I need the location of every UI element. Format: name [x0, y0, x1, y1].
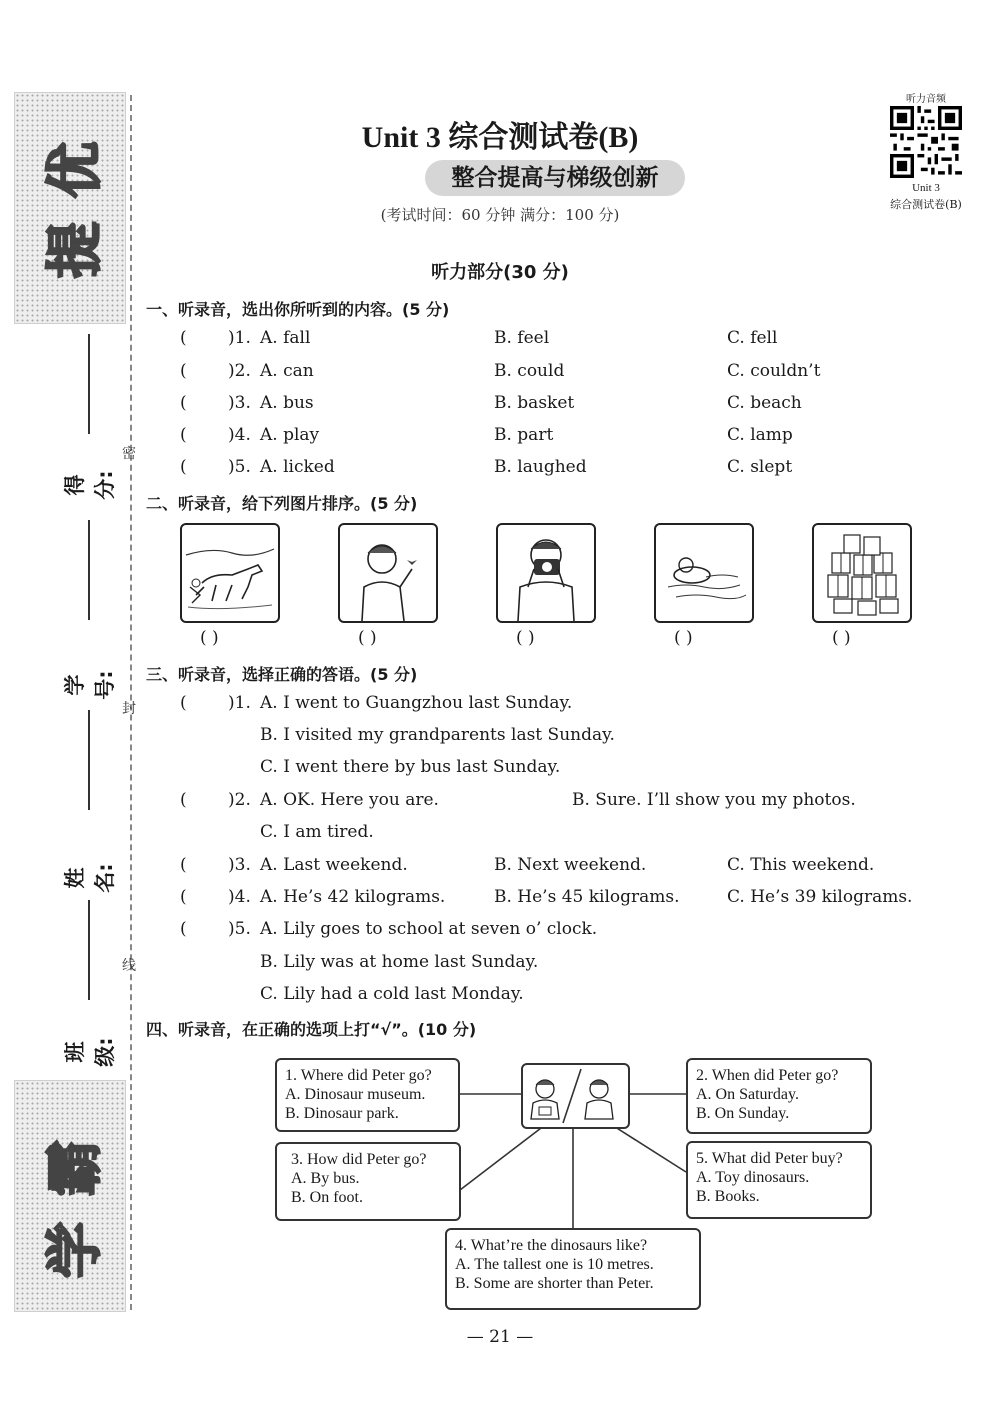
question-box-4 [445, 1228, 701, 1310]
picture-answer-paren[interactable]: ( ) [832, 628, 851, 648]
seal-char-mi: 密 [122, 446, 136, 462]
sidebar-char-ba: 霸 [43, 1140, 108, 1196]
answer-paren[interactable]: ( [180, 855, 187, 875]
box-option-a[interactable]: A. Toy dinosaurs. [696, 1169, 810, 1186]
option-b: B. part [494, 425, 554, 445]
option-c: C. fell [727, 328, 778, 348]
box-question: 4. What’re the dinosaurs like? [455, 1237, 648, 1254]
answer-paren[interactable]: ( [180, 425, 187, 445]
exam-info: (考试时间：60 分钟 满分：100 分) [380, 206, 620, 224]
question-box-3 [275, 1142, 461, 1221]
item-number: )3. [228, 855, 251, 875]
option-b: B. Sure. I’ll show you my photos. [572, 790, 856, 810]
answer-paren[interactable]: ( [180, 790, 187, 810]
option-c: C. beach [727, 393, 802, 413]
sidebar-char-ti: 提 [43, 222, 108, 278]
score-label: 得分: [63, 470, 117, 500]
item-number: )1. [228, 693, 251, 713]
picture-answer-paren[interactable]: ( ) [200, 628, 219, 648]
seal-char-xian: 线 [122, 958, 136, 974]
picture-answer-paren[interactable]: ( ) [358, 628, 377, 648]
option-b: B. Lily was at home last Sunday. [260, 952, 539, 972]
answer-paren[interactable]: ( [180, 693, 187, 713]
box-option-b[interactable]: B. On foot. [291, 1189, 363, 1206]
part1-title: 一、听录音，选出你所听到的内容。(5 分) [146, 300, 450, 319]
qr-caption-title: 综合测试卷(B) [890, 198, 962, 211]
option-a: A. licked [260, 457, 335, 477]
answer-paren[interactable]: ( [180, 887, 187, 907]
option-a: A. can [260, 361, 314, 381]
option-c: C. slept [727, 457, 793, 477]
picture-answer-paren[interactable]: ( ) [674, 628, 693, 648]
option-c: C. This weekend. [727, 855, 875, 875]
option-a: A. I went to Guangzhou last Sunday. [260, 693, 573, 713]
answer-paren[interactable]: ( [180, 393, 187, 413]
option-a: A. OK. Here you are. [260, 790, 439, 810]
part4-title: 四、听录音，在正确的选项上打“√”。(10 分) [146, 1020, 477, 1039]
box-question: 5. What did Peter buy? [696, 1150, 843, 1167]
option-c: C. He’s 39 kilograms. [727, 887, 913, 907]
option-b: B. Next weekend. [494, 855, 647, 875]
item-number: )4. [228, 425, 251, 445]
answer-paren[interactable]: ( [180, 328, 187, 348]
item-number: )2. [228, 790, 251, 810]
option-b: B. He’s 45 kilograms. [494, 887, 680, 907]
answer-paren[interactable]: ( [180, 457, 187, 477]
option-b: B. laughed [494, 457, 587, 477]
sidebar-char-you: 优 [43, 142, 108, 198]
box-question: 2. When did Peter go? [696, 1067, 839, 1084]
option-a: A. He’s 42 kilograms. [260, 887, 446, 907]
option-b: B. I visited my grandparents last Sunday. [260, 725, 615, 745]
option-a: A. Lily goes to school at seven o’ clock. [260, 919, 598, 939]
box-option-a[interactable]: A. The tallest one is 10 metres. [455, 1256, 654, 1273]
class-label: 班级: [63, 1037, 117, 1067]
sidebar-char-xue: 学 [43, 1222, 108, 1278]
item-number: )4. [228, 887, 251, 907]
item-number: )3. [228, 393, 251, 413]
item-number: )5. [228, 457, 251, 477]
question-box-2 [686, 1058, 872, 1134]
seal-char-feng: 封 [122, 701, 136, 717]
box-option-a[interactable]: A. Dinosaur museum. [285, 1086, 426, 1103]
option-b: B. could [494, 361, 565, 381]
box-question: 1. Where did Peter go? [285, 1067, 432, 1084]
option-c: C. lamp [727, 425, 793, 445]
box-option-b[interactable]: B. Books. [696, 1188, 760, 1205]
qr-caption-unit: Unit 3 [912, 182, 940, 194]
item-number: )5. [228, 919, 251, 939]
page-number: — 21 — [466, 1327, 534, 1347]
box-option-b[interactable]: B. Dinosaur park. [285, 1105, 399, 1122]
option-a: A. Last weekend. [260, 855, 408, 875]
part2-title: 二、听录音，给下列图片排序。(5 分) [146, 494, 418, 513]
option-b: B. feel [494, 328, 550, 348]
option-b: B. basket [494, 393, 575, 413]
option-a: A. play [260, 425, 320, 445]
option-a: A. bus [260, 393, 314, 413]
picture-answer-paren[interactable]: ( ) [516, 628, 535, 648]
box-option-b[interactable]: B. Some are shorter than Peter. [455, 1275, 654, 1292]
qr-label-top: 听力音频 [906, 94, 946, 105]
name-label: 姓名: [63, 863, 117, 893]
page-title: Unit 3 综合测试卷(B) [361, 121, 639, 154]
option-c: C. I went there by bus last Sunday. [260, 757, 561, 777]
student-id-label: 学号: [63, 670, 117, 700]
option-c: C. couldn’t [727, 361, 821, 381]
question-box-5 [686, 1141, 872, 1219]
question-box-1 [275, 1058, 460, 1132]
subtitle-badge: 整合提高与梯级创新 [425, 160, 685, 196]
peter-avatar-box [521, 1063, 630, 1129]
item-number: )2. [228, 361, 251, 381]
box-question: 3. How did Peter go? [291, 1151, 427, 1168]
option-c: C. Lily had a cold last Monday. [260, 984, 524, 1004]
listening-heading: 听力部分(30 分) [431, 262, 569, 283]
option-c: C. I am tired. [260, 822, 374, 842]
option-a: A. fall [260, 328, 311, 348]
answer-paren[interactable]: ( [180, 919, 187, 939]
item-number: )1. [228, 328, 251, 348]
part3-title: 三、听录音，选择正确的答语。(5 分) [146, 665, 418, 684]
box-option-a[interactable]: A. By bus. [291, 1170, 360, 1187]
answer-paren[interactable]: ( [180, 361, 187, 381]
box-option-a[interactable]: A. On Saturday. [696, 1086, 799, 1103]
box-option-b[interactable]: B. On Sunday. [696, 1105, 790, 1122]
